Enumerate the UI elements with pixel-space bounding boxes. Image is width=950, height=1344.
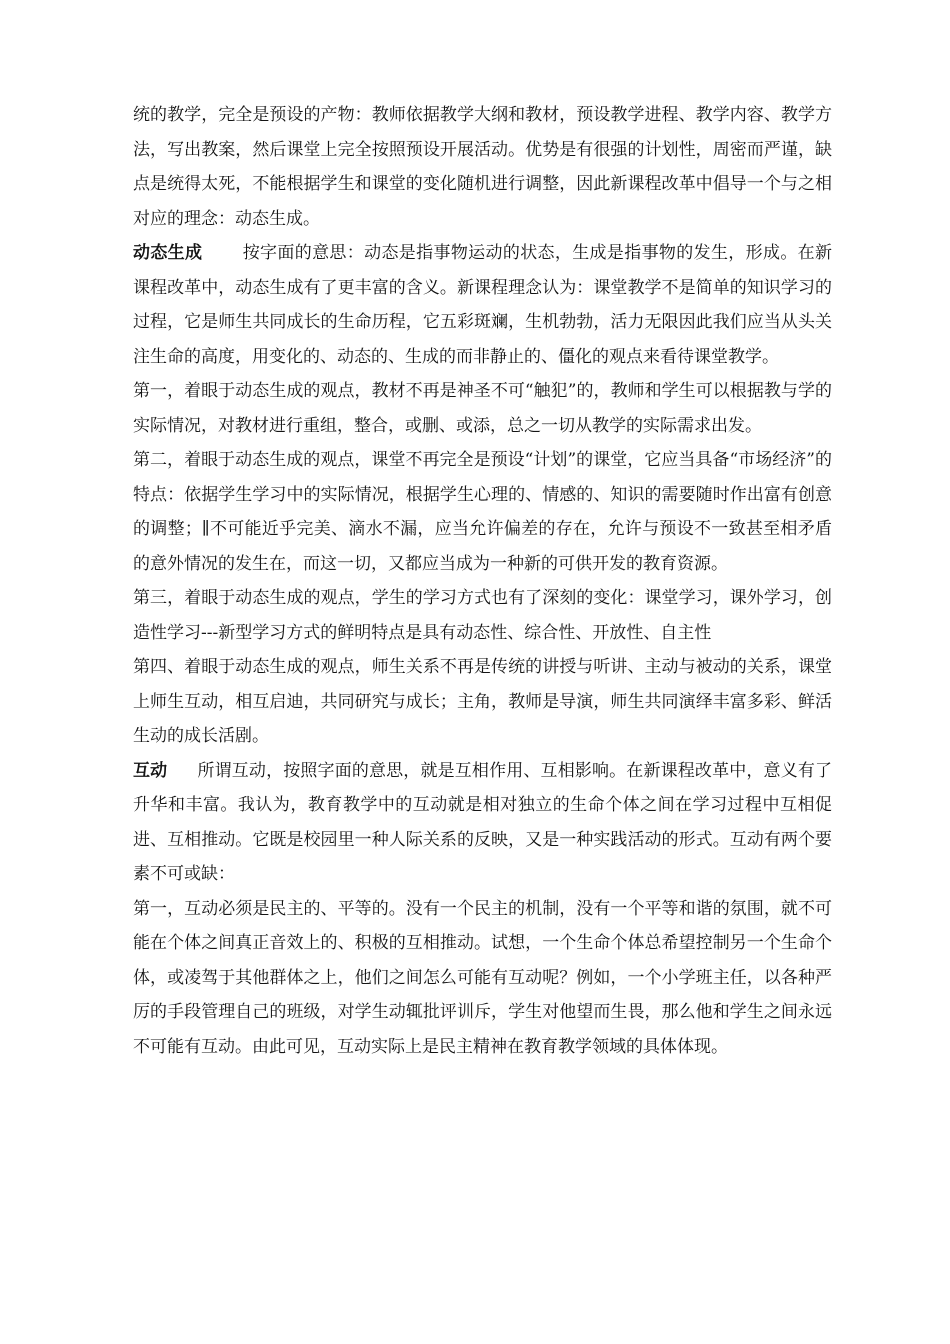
paragraph-interaction [133,754,832,892]
paragraph-dynamic-generation [133,236,832,374]
paragraph-text: 统的教学，完全是预设的产物：教师依据教学大纲和教材，预设教学进程、教学内容、教学方法，写出教案，然后课堂上完全按照预设开展活动。优势是有很强的计划性，周密而严谨，缺点是统得太死，不能根据学生和课堂的变化随机进行调整，因此新课程改革中倡导一个与之相对应的理念：动态生成。 [133,105,832,229]
paragraph-point-two-classroom [133,443,832,581]
paragraph-text: 第四、着眼于动态生成的观点，师生关系不再是传统的讲授与听讲、主动与被动的关系，课堂上师生互动，相互启迪，共同研究与成长；主角，教师是导演，师生共同演绎丰富多彩、鲜活生动的成长活剧。 [133,657,832,746]
paragraph-text: 第二，着眼于动态生成的观点，课堂不再完全是预设“计划”的课堂，它应当具备“市场经济”的特点：依据学生学习中的实际情况，根据学生心理的、情感的、知识的需要随时作出富有创意的调整；∥不可能近乎完美、滴水不漏，应当允许偏差的存在，允许与预设不一致甚至相矛盾的意外情况的发生在，而这一切，又都应当成为一种新的可供开发的教育资源。 [133,450,832,574]
paragraph-text: 第一，着眼于动态生成的观点，教材不再是神圣不可“触犯”的，教师和学生可以根据教与学的实际情况，对教材进行重组，整合，或删、或添，总之一切从教学的实际需求出发。 [133,381,832,436]
term-heading-dynamic-generation: 动态生成 [133,243,203,263]
paragraph-interaction-point-one [133,892,832,1065]
term-heading-interaction: 互动 [133,760,168,781]
paragraph-text: 按字面的意思：动态是指事物运动的状态，生成是指事物的发生，形成。在新课程改革中，动态生成有了更丰富的含义。新课程理念认为：课堂教学不是简单的知识学习的过程，它是师生共同成长的生命历程，它五彩斑斓，生机勃勃，活力无限因此我们应当从头关注生命的高度，用变化的、动态的、生成的而非静止的、僵化的观点来看待课堂教学。 [133,243,833,367]
paragraph-point-four-relationship [133,650,832,754]
paragraph-intro-continuation [133,98,832,236]
paragraph-point-three-learning [133,581,832,650]
paragraph-text: 第三，着眼于动态生成的观点，学生的学习方式也有了深刻的变化：课堂学习，课外学习，创造性学习---新型学习方式的鲜明特点是具有动态性、综合性、开放性、自主性 [133,588,832,643]
paragraph-text: 所谓互动，按照字面的意思，就是互相作用、互相影响。在新课程改革中，意义有了升华和丰富。我认为，教育教学中的互动就是相对独立的生命个体之间在学习过程中互相促进、互相推动。它既是校园里一种人际关系的反映，又是一种实践活动的形式。互动有两个要素不可或缺： [133,760,833,884]
paragraph-point-one-textbook [133,374,832,443]
paragraph-text: 第一，互动必须是民主的、平等的。没有一个民主的机制，没有一个平等和谐的氛围，就不可能在个体之间真正音效上的、积极的互相推动。试想，一个生命个体总希望控制另一个生命个体，或凌驾于其他群体之上，他们之间怎么可能有互动呢？例如，一个小学班主任，以各种严厉的手段管理自己的班级，对学生动辄批评训斥，学生对他望而生畏，那么他和学生之间永远不可能有互动。由此可见，互动实际上是民主精神在教育教学领域的具体体现。 [133,898,832,1057]
